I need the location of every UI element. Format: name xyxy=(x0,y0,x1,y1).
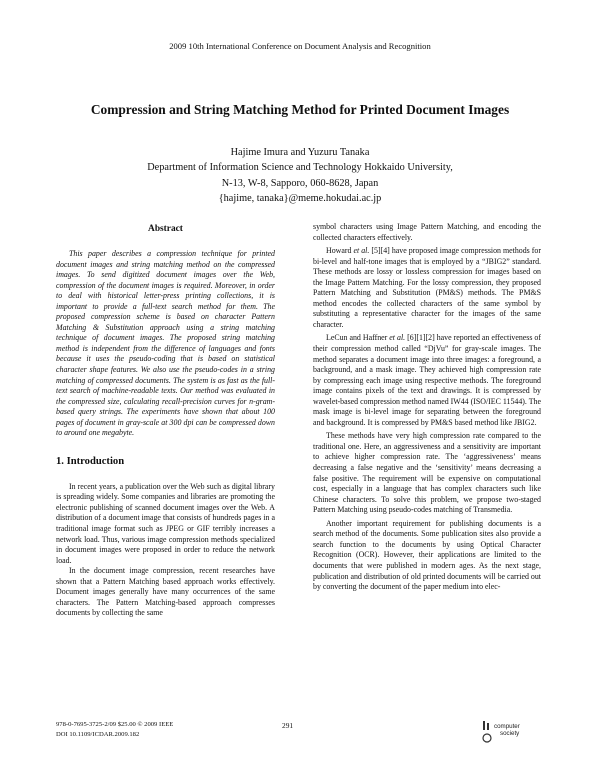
paper-title: Compression and String Matching Method for Printed Document Images xyxy=(90,102,510,117)
lecun-text: [6][1][2] have reported an effectiveness of their compression method called “DjVu” for gray-scale images. The method separates a document image into three images: a foreground, a background, and a mask image. They achieved high compression rate by compressing each image using respective methods. The foreground image contains pixels of the text and drawings. It is compressed by wavelet-based compression method named IW44 (ISO/IEC 11544). The mask image is bi-level image for separating between the foreground and background. It is compressed by PM&S based method like JBIG2. xyxy=(313,333,541,427)
logo-line-1: computer xyxy=(494,723,520,730)
right-column xyxy=(313,222,541,593)
left-column xyxy=(56,223,275,619)
logo-text xyxy=(494,724,520,737)
intro-paragraph-2: In the document image compression, recent researches have shown that a Pattern Matching based approach works effectively. Document images generally have many occurrences of the same characters. The Pattern Matching-based approach compresses documents by collecting the same xyxy=(56,566,275,618)
author-address: N-13, W-8, Sapporo, 060-8628, Japan xyxy=(221,177,379,189)
lecun-etal: et al. xyxy=(389,333,406,343)
howard-text: [5][4] have proposed image compression methods for bi-level and half-tone images that is employed by a “JBIG2” standard. These methods are lossy or lossless compression for images based on the Image Pattern Matching. For the lossy compression, they proposed Pattern Matching and Substitution (PM&S) methods. The PM&S method encodes the collected characters of the same symbol by substituting a representative character for the images of the same character. xyxy=(313,246,542,329)
intro-paragraph-7: Another important requirement for publishing documents is a search method of the documents. Some publication sites also provide a search function to the documents by using Optical Character Recognition (OCR). However, their applications are limited to the documents that were published in modern ages. As the next stage, publication and distribution of old printed documents will be carried out by converting the document of the paper medium into elec- xyxy=(313,518,541,592)
author-affiliation: Department of Information Science and Technology Hokkaido University, xyxy=(147,162,453,174)
author-block xyxy=(0,145,600,206)
intro-paragraph-5 xyxy=(313,333,541,428)
intro-paragraph-6: These methods have very high compression rate compared to the traditional one. Here, an aggressiveness and a sensitivity are important to achieve higher compression rate. The ‘aggressiveness’ means decreasing a false negative and the ‘sensitivity’ means decreasing a false positive. The requirement will be expensive on computational cost, especially in a language that has complex characters such like Chinese characters. To solve this problem, we propose two-staged Pattern Matching using pseudo-codes matching of Transmedia. xyxy=(313,431,541,515)
abstract-heading: Abstract xyxy=(148,224,183,234)
lecun-author: LeCun and Haffner xyxy=(326,333,388,343)
intro-paragraph-3: symbol characters using Image Pattern Matching, and encoding the collected characters effectively. xyxy=(313,222,541,242)
conference-header: 2009 10th International Conference on Document Analysis and Recognition xyxy=(169,41,431,51)
introduction-heading: 1. Introduction xyxy=(56,455,125,467)
footer-isbn: 978-0-7695-3725-2/09 $25.00 © 2009 IEEE xyxy=(56,721,174,728)
howard-author: Howard xyxy=(326,246,352,256)
footer-citation xyxy=(56,720,173,739)
howard-etal: et al. xyxy=(353,246,370,256)
author-email: {hajime, tanaka}@meme.hokudai.ac.jp xyxy=(218,192,382,204)
logo-line-2: society xyxy=(500,729,520,737)
computer-society-logo xyxy=(481,717,543,747)
footer-doi: DOI 10.1109/ICDAR.2009.182 xyxy=(56,730,140,738)
computer-society-logo-icon xyxy=(481,719,493,745)
intro-paragraph-4 xyxy=(313,246,541,330)
intro-paragraph-1: In recent years, a publication over the Web such as digital library is spreading widely. Some companies and libraries are promoting the electronic publishing of scanned document images over the Web. A distribution of a document image that consists of hundreds pages in a traditional image format such as JPEG or GIF terribly increases a network load. Thus, various image compression methods specialized in document images were proposed in order to reduce the network load. xyxy=(56,481,275,565)
page-number: 291 xyxy=(282,721,294,730)
author-names: Hajime Imura and Yuzuru Tanaka xyxy=(230,147,370,158)
abstract-text: This paper describes a compression technique for printed document images and string matching method on the compressed images. To send digitized document images over the Web, compression of the document images is required. Moreover, in order to deal with historical letter-press printing collections, it is important to provide a full-text search method for them. The proposed compression scheme is based on character Pattern Matching & Substitution approach using a string matching technique of document images. The proposed string matching method is independent from the difference of languages and fonts because it uses the pseudo-coding that is based on statistical character shape features. We also use the pseudo-codes in a string matching of compressed documents. The system is as fast as the full-text search of machine-readable texts. Our method was evaluated in the compressed size, calculating recall-precision curves for n-gram-based query strings. The experiments have shown that about 100 pages of document in gray-scale at 300 dpi can be compressed down to around one megabyte. xyxy=(56,249,275,438)
